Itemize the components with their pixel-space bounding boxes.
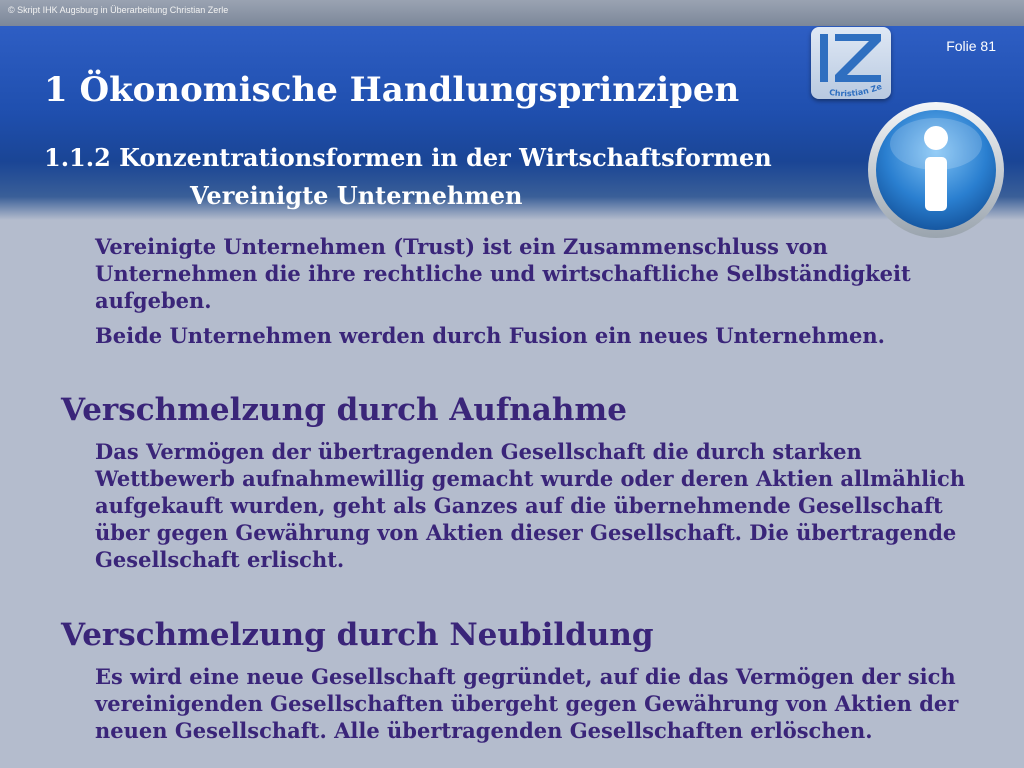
section-text-neubildung: Es wird eine neue Gesellschaft gegründet, auf die das Vermögen der sich vereinigenden Gesellschaften übergeht gegen Gewährung von Aktien der neuen Gesellschaft. Alle übertragenden Gesellschaften erlöschen. <box>95 664 959 743</box>
slide-subtitle: 1.1.2 Konzentrationsformen in der Wirtschaftsformen <box>44 143 772 172</box>
christian-zerle-logo <box>811 27 891 99</box>
slide-number: Folie 81 <box>946 38 996 54</box>
slide-subtitle-topic: Vereinigte Unternehmen <box>190 181 523 210</box>
section-heading-aufnahme: Verschmelzung durch Aufnahme <box>61 392 627 428</box>
logo-text: Christian Ze <box>828 81 884 99</box>
section-heading-neubildung: Verschmelzung durch Neubildung <box>61 617 654 653</box>
section-text-aufnahme: Das Vermögen der übertragenden Gesellschaft die durch starken Wettbewerb aufnahmewillig gemacht wurde oder deren Aktien allmählich aufgekauft wurden, geht als Ganzes auf die übernehmende Gesellschaft über gegen Gewährung von Aktien dieser Gesellschaft. Die übertragende Gesellschaft erlischt. <box>95 439 966 572</box>
top-strip <box>0 0 1024 26</box>
info-icon <box>866 100 1006 240</box>
intro-paragraph-2: Beide Unternehmen werden durch Fusion ein neues Unternehmen. <box>95 323 885 348</box>
slide-title: 1 Ökonomische Handlungsprinzipen <box>44 70 740 110</box>
intro-paragraph: Vereinigte Unternehmen (Trust) ist ein Zusammenschluss von Unternehmen die ihre rechtliche und wirtschaftliche Selbständigkeit aufgeben. <box>95 234 911 313</box>
copyright-text: © Skript IHK Augsburg in Überarbeitung Christian Zerle <box>8 5 229 15</box>
